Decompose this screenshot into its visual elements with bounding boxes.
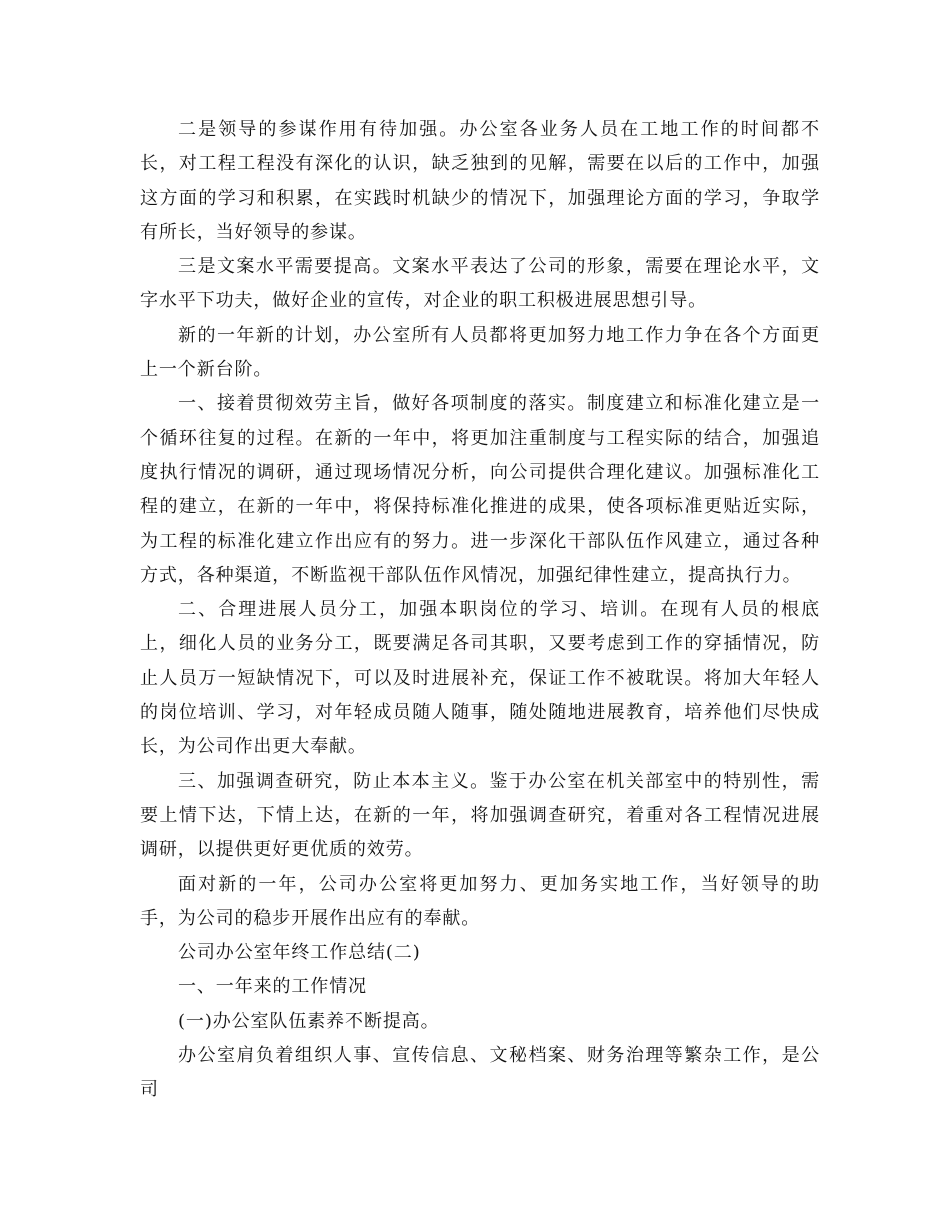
paragraph-plan-item-1: 一、接着贯彻效劳主旨，做好各项制度的落实。制度建立和标准化建立是一个循环往复的过程。在新的一年中，将更加注重制度与工程实际的结合，加强追度执行情况的调研，通过现场情况分析，向公司提供合理化建议。加强标准化工程的建立，在新的一年中，将保持标准化推进的成果，使各项标准更贴近实际，为工程的标准化建立作出应有的努力。进一步深化干部队伍作风建立，通过各种方式，各种渠道，不断监视干部队伍作风情况，加强纪律性建立，提高执行力。 (140, 393, 820, 586)
section-heading-work-status: 一、一年来的工作情况 (178, 976, 367, 998)
paragraph-new-year-plan: 新的一年新的计划，办公室所有人员都将更加努力地工作力争在各个方面更上一个新台阶。 (140, 324, 820, 381)
paragraph-office-duties: 办公室肩负着组织人事、宣传信息、文秘档案、财务治理等繁杂工作，是公司 (140, 1045, 820, 1101)
paragraph-advisory-role: 二是领导的参谋作用有待加强。办公室各业务人员在工地工作的时间都不长，对工程工程没有深化的认识，缺乏独到的见解，需要在以后的工作中，加强这方面的学习和积累，在实践时机缺少的情况下，加强理论方面的学习，争取学有所长，当好领导的参谋。 (140, 119, 820, 243)
paragraph-plan-item-3: 三、加强调查研究，防止本本主义。鉴于办公室在机关部室中的特别性，需要上情下达，下情上达，在新的一年，将加强调查研究，着重对各工程情况进展调研，以提供更好更优质的效劳。 (140, 770, 820, 861)
document-body (140, 113, 820, 1108)
subsection-heading-team-quality: (一)办公室队伍素养不断提高。 (178, 1010, 440, 1032)
section-heading-summary-2: 公司办公室年终工作总结(二) (178, 942, 421, 964)
paragraph-plan-item-2: 二、合理进展人员分工，加强本职岗位的学习、培训。在现有人员的根底上，细化人员的业务分工，既要满足各司其职，又要考虑到工作的穿插情况，防止人员万一短缺情况下，可以及时进展补充，保证工作不被耽误。将加大年轻人的岗位培训、学习，对年轻成员随人随事，随处随地进展教育，培养他们尽快成长，为公司作出更大奉献。 (140, 599, 820, 758)
paragraph-closing: 面对新的一年，公司办公室将更加努力、更加务实地工作，当好领导的助手，为公司的稳步开展作出应有的奉献。 (140, 873, 820, 929)
paragraph-writing-level: 三是文案水平需要提高。文案水平表达了公司的形象，需要在理论水平，文字水平下功夫，做好企业的宣传，对企业的职工积极进展思想引导。 (140, 256, 820, 312)
